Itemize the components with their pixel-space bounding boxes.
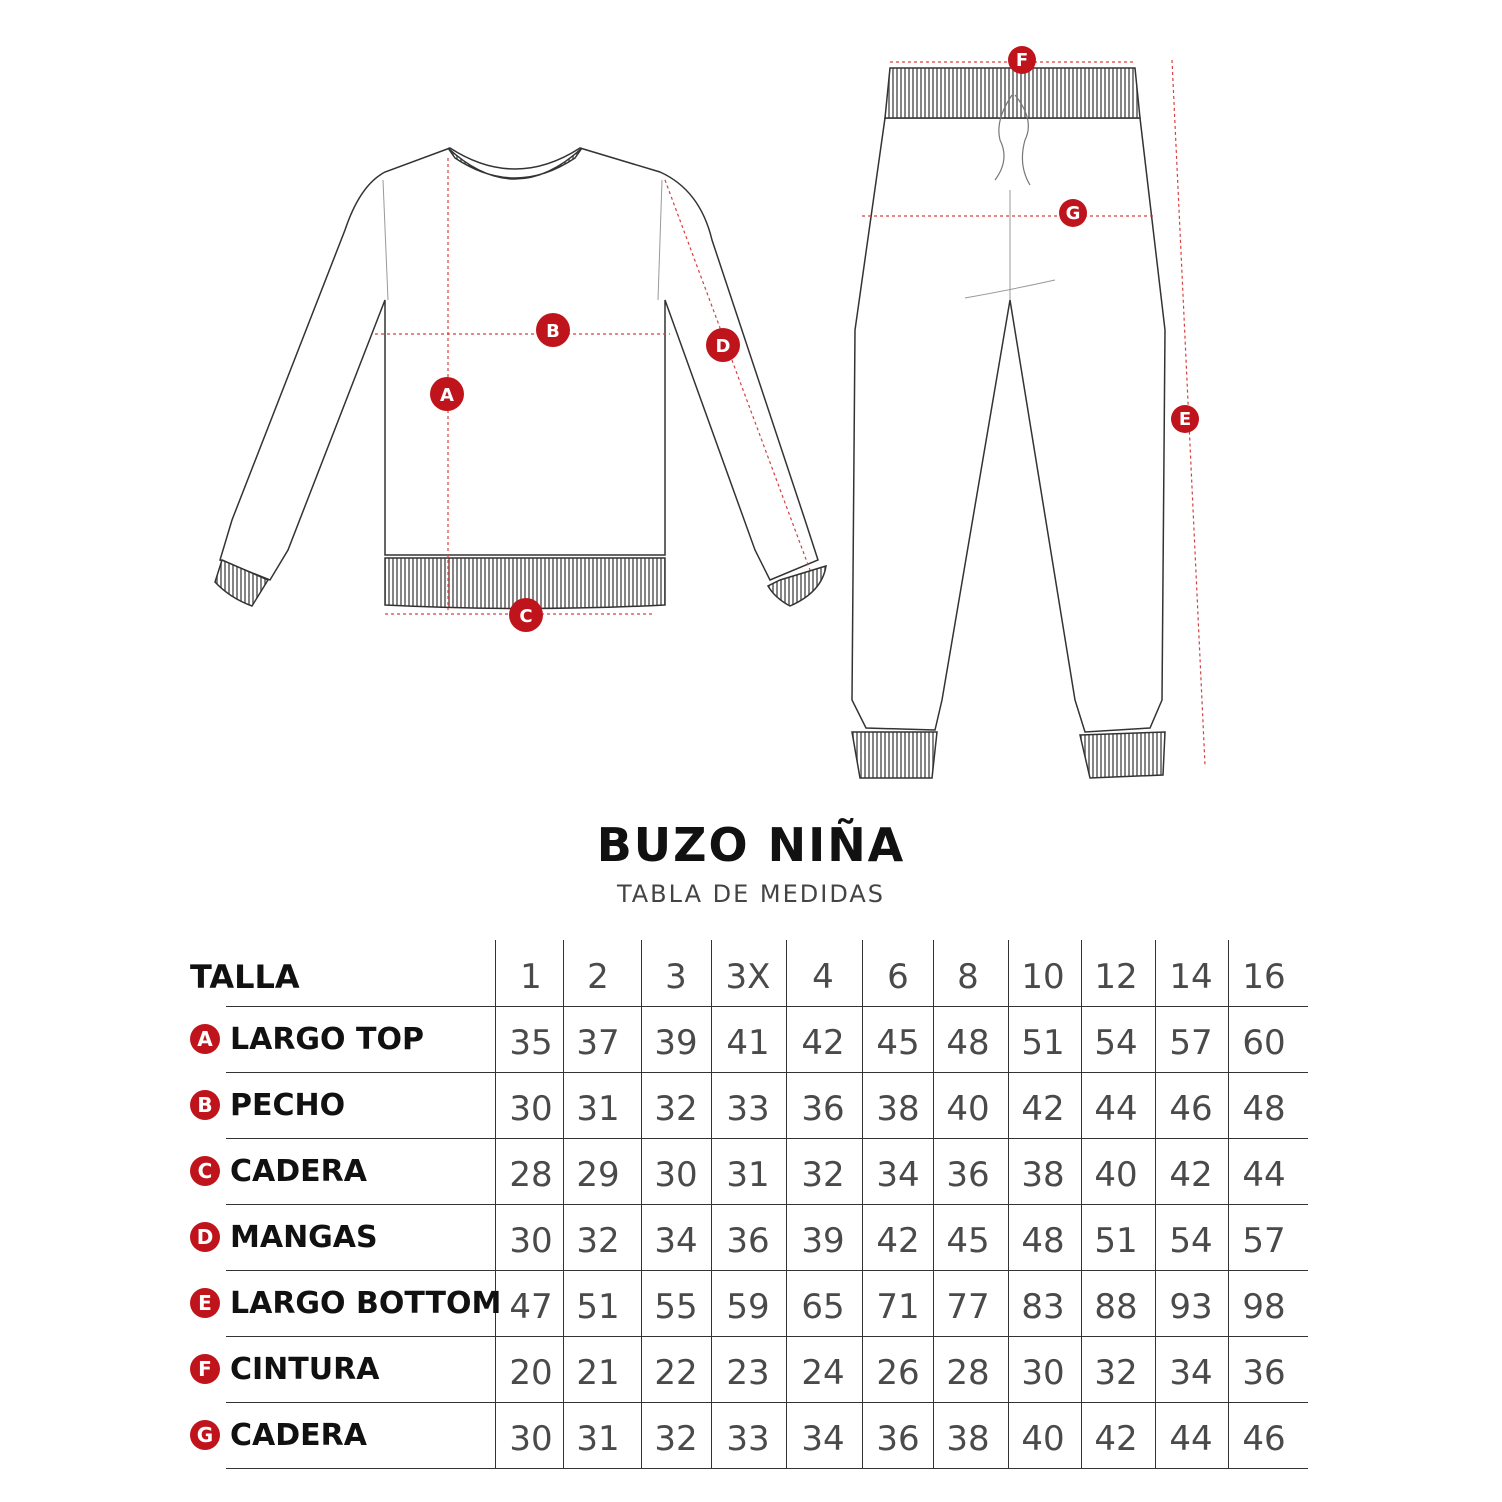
measure-name: CADERA: [230, 1417, 367, 1453]
measure-value-cell: 48: [946, 1023, 990, 1063]
svg-text:B: B: [546, 321, 560, 342]
svg-text:D: D: [715, 336, 731, 357]
row-divider: [226, 1336, 1308, 1337]
measure-name: MANGAS: [230, 1219, 378, 1255]
measure-value-cell: 37: [576, 1023, 620, 1063]
marker-badge: D: [190, 1222, 220, 1252]
measure-value-cell: 65: [801, 1287, 845, 1327]
marker-badge: F: [190, 1354, 220, 1384]
measure-value-cell: 42: [1094, 1419, 1138, 1459]
measure-value-cell: 33: [726, 1089, 770, 1129]
measure-value-cell: 59: [726, 1287, 770, 1327]
measure-value-cell: 30: [509, 1419, 553, 1459]
marker-badge: A: [190, 1024, 220, 1054]
measure-value-cell: 31: [726, 1155, 770, 1195]
measure-value-cell: 51: [1094, 1221, 1138, 1261]
measure-row-label: [190, 1072, 345, 1138]
marker-badge: E: [190, 1288, 220, 1318]
size-header-cell: 2: [587, 957, 609, 997]
measure-value-cell: 36: [946, 1155, 990, 1195]
svg-text:F: F: [1015, 50, 1029, 71]
measure-name: CADERA: [230, 1153, 367, 1189]
row-divider: [226, 1072, 1308, 1073]
measure-value-cell: 35: [509, 1023, 553, 1063]
measure-value-cell: 42: [801, 1023, 845, 1063]
measure-value-cell: 42: [1021, 1089, 1065, 1129]
measure-value-cell: 30: [509, 1221, 553, 1261]
size-header-cell: 14: [1169, 957, 1213, 997]
measure-value-cell: 39: [801, 1221, 845, 1261]
measure-value-cell: 54: [1169, 1221, 1213, 1261]
size-header-cell: 16: [1242, 957, 1286, 997]
measure-value-cell: 26: [876, 1353, 920, 1393]
measure-value-cell: 40: [1021, 1419, 1065, 1459]
measure-name: PECHO: [230, 1087, 346, 1123]
size-header-cell: 1: [520, 957, 542, 997]
measure-value-cell: 34: [654, 1221, 698, 1261]
measure-value-cell: 38: [876, 1089, 920, 1129]
measure-name: CINTURA: [230, 1351, 380, 1387]
measure-value-cell: 44: [1169, 1419, 1213, 1459]
page-subtitle: TABLA DE MEDIDAS: [616, 880, 886, 908]
measure-value-cell: 24: [801, 1353, 845, 1393]
measure-value-cell: 42: [1169, 1155, 1213, 1195]
measure-value-cell: 51: [576, 1287, 620, 1327]
measure-value-cell: 34: [801, 1419, 845, 1459]
measure-value-cell: 38: [1021, 1155, 1065, 1195]
measure-value-cell: 48: [1021, 1221, 1065, 1261]
measure-value-cell: 36: [1242, 1353, 1286, 1393]
measure-value-cell: 77: [946, 1287, 990, 1327]
measure-value-cell: 93: [1169, 1287, 1213, 1327]
marker-d: [706, 328, 740, 362]
marker-g: [1059, 199, 1087, 227]
measure-value-cell: 60: [1242, 1023, 1286, 1063]
measure-value-cell: 48: [1242, 1089, 1286, 1129]
marker-badge: C: [190, 1156, 220, 1186]
size-header-cell: 12: [1094, 957, 1138, 997]
measure-value-cell: 55: [654, 1287, 698, 1327]
row-divider: [226, 1468, 1308, 1469]
marker-a: [430, 377, 464, 411]
svg-text:E: E: [1178, 409, 1192, 430]
measure-value-cell: 20: [509, 1353, 553, 1393]
measure-value-cell: 45: [876, 1023, 920, 1063]
marker-f: [1008, 46, 1036, 74]
marker-badge: G: [190, 1420, 220, 1450]
measure-row-label: [190, 1204, 378, 1270]
measure-value-cell: 46: [1242, 1419, 1286, 1459]
measure-value-cell: 39: [654, 1023, 698, 1063]
measure-name: LARGO TOP: [230, 1021, 424, 1057]
measure-row-label: [190, 1138, 367, 1204]
marker-b: [536, 313, 570, 347]
measure-value-cell: 41: [726, 1023, 770, 1063]
measure-value-cell: 51: [1021, 1023, 1065, 1063]
measure-value-cell: 21: [576, 1353, 620, 1393]
measure-value-cell: 32: [801, 1155, 845, 1195]
measure-value-cell: 30: [1021, 1353, 1065, 1393]
size-header-cell: 8: [957, 957, 979, 997]
measure-value-cell: 36: [801, 1089, 845, 1129]
measure-value-cell: 33: [726, 1419, 770, 1459]
marker-c: [509, 598, 543, 632]
marker-badge: B: [190, 1090, 220, 1120]
measure-value-cell: 54: [1094, 1023, 1138, 1063]
size-header-cell: 3: [665, 957, 687, 997]
measure-value-cell: 57: [1169, 1023, 1213, 1063]
measure-value-cell: 32: [1094, 1353, 1138, 1393]
size-header-cell: 3X: [725, 957, 771, 997]
measure-value-cell: 28: [509, 1155, 553, 1195]
measure-value-cell: 36: [726, 1221, 770, 1261]
measure-value-cell: 42: [876, 1221, 920, 1261]
marker-e: [1171, 405, 1199, 433]
measure-value-cell: 38: [946, 1419, 990, 1459]
measure-value-cell: 34: [1169, 1353, 1213, 1393]
measure-value-cell: 40: [946, 1089, 990, 1129]
svg-text:G: G: [1065, 203, 1081, 224]
measure-value-cell: 36: [876, 1419, 920, 1459]
measure-value-cell: 40: [1094, 1155, 1138, 1195]
measure-value-cell: 31: [576, 1089, 620, 1129]
measure-value-cell: 71: [876, 1287, 920, 1327]
measure-value-cell: 45: [946, 1221, 990, 1261]
measure-value-cell: 29: [576, 1155, 620, 1195]
measure-row-label: [190, 1402, 367, 1468]
row-divider: [226, 1204, 1308, 1205]
measure-value-cell: 47: [509, 1287, 553, 1327]
measure-value-cell: 30: [509, 1089, 553, 1129]
measure-value-cell: 88: [1094, 1287, 1138, 1327]
svg-text:A: A: [440, 385, 454, 406]
pants-drawing: [852, 68, 1165, 778]
measure-name: LARGO BOTTOM: [230, 1285, 502, 1321]
measure-value-cell: 23: [726, 1353, 770, 1393]
size-table: [190, 940, 1310, 1470]
size-header-cell: 4: [812, 957, 834, 997]
measure-value-cell: 98: [1242, 1287, 1286, 1327]
sweatshirt-drawing: [215, 148, 826, 609]
size-header-cell: 6: [887, 957, 909, 997]
row-divider: [226, 1402, 1308, 1403]
svg-text:C: C: [519, 606, 533, 627]
measure-value-cell: 32: [576, 1221, 620, 1261]
measure-value-cell: 46: [1169, 1089, 1213, 1129]
row-divider: [226, 1138, 1308, 1139]
measure-value-cell: 57: [1242, 1221, 1286, 1261]
measure-value-cell: 44: [1094, 1089, 1138, 1129]
measure-value-cell: 83: [1021, 1287, 1065, 1327]
measure-value-cell: 34: [876, 1155, 920, 1195]
measure-row-label: [190, 1270, 501, 1336]
size-header-label: TALLA: [190, 958, 300, 996]
measure-value-cell: 28: [946, 1353, 990, 1393]
measure-value-cell: 31: [576, 1419, 620, 1459]
size-header-cell: 10: [1021, 957, 1065, 997]
measure-row-label: [190, 1006, 424, 1072]
measure-value-cell: 22: [654, 1353, 698, 1393]
page-title: BUZO NIÑA: [596, 818, 906, 872]
measure-value-cell: 44: [1242, 1155, 1286, 1195]
measure-value-cell: 30: [654, 1155, 698, 1195]
measure-row-label: [190, 1336, 379, 1402]
measure-value-cell: 32: [654, 1089, 698, 1129]
measure-value-cell: 32: [654, 1419, 698, 1459]
